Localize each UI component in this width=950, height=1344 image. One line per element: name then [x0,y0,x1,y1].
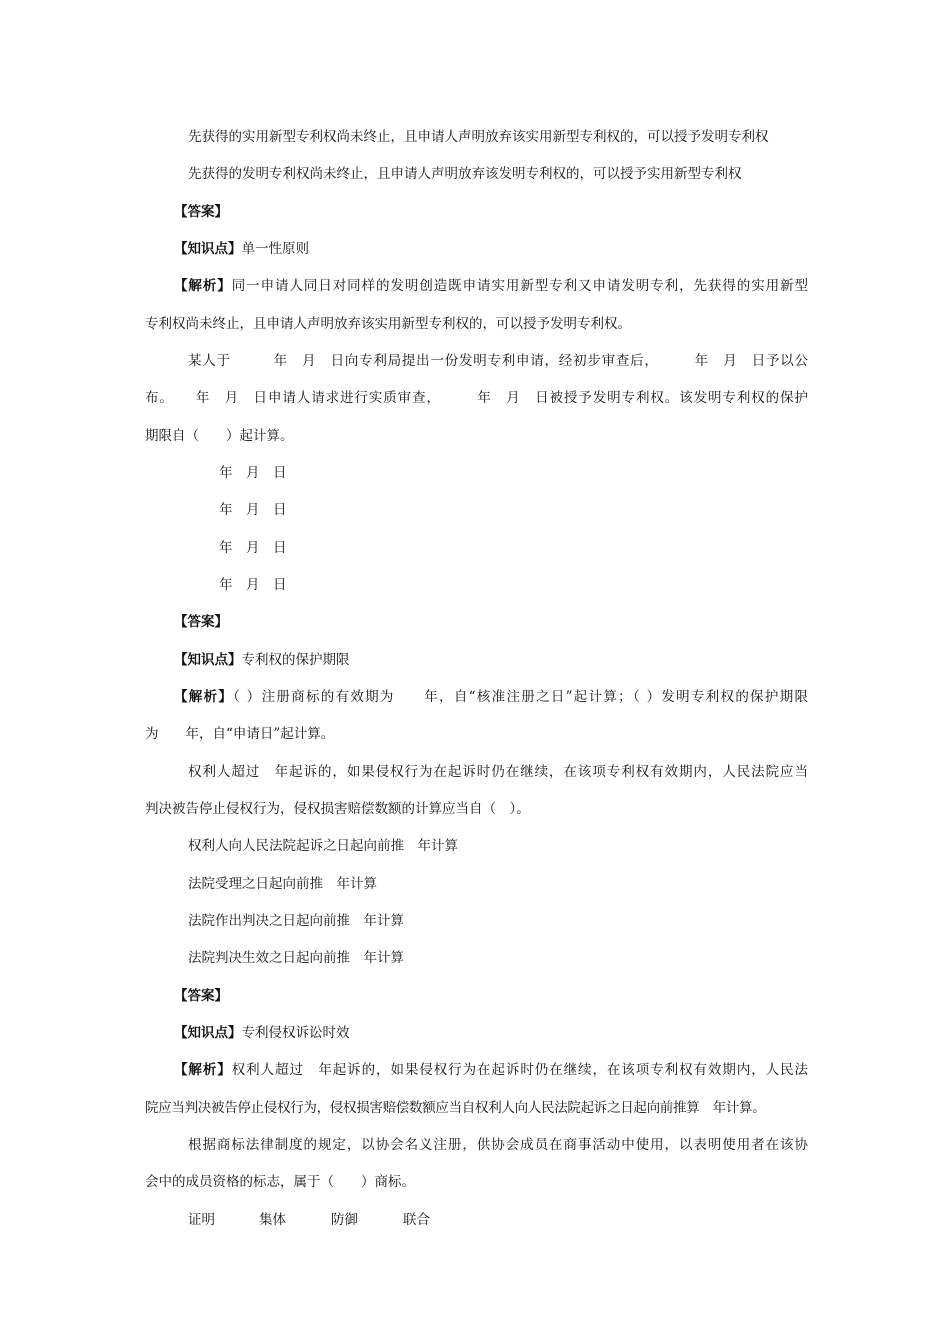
knowledge-label: 【知识点】 [174,241,242,257]
analysis-label: 【解析】 [174,689,234,705]
q3-option-d: 法院判决生效之日起向前推 年计算 [188,950,404,966]
knowledge-text: 单一性原则 [241,241,309,257]
q4-option-d: 联合 [403,1212,430,1228]
analysis-label: 【解析】 [174,278,232,294]
q2-option-c: 年 月 日 [219,540,287,556]
analysis-text: 权利人超过 年起诉的，如果侵权行为在起诉时仍在继续，在该项专利权有效期内，人民法 [231,1062,809,1078]
q3-option-b: 法院受理之日起向前推 年计算 [188,876,377,892]
q4-option-c: 防御 [331,1212,358,1228]
q3-analysis-line2: 院应当判决被告停止侵权行为，侵权损害赔偿数额应当自权利人向人民法院起诉之日起向前推算 年计算。 [145,1100,766,1116]
q2-stem-line3: 期限自（ ）起计算。 [145,428,294,444]
q4-option-a: 证明 [188,1212,215,1228]
q3-stem-line2: 判决被告停止侵权行为，侵权损害赔偿数额的计算应当自（ ）。 [145,801,530,817]
q2-stem-line2: 布。 年 月 日申请人请求进行实质审查， 年 月 日被授予发明专利权。该发明专利权的保护 [145,390,808,406]
knowledge-label: 【知识点】 [174,652,242,668]
q2-knowledge-point [174,650,350,670]
analysis-text: （ ）注册商标的有效期为 年，自“核准注册之日”起计算；（ ）发明专利权的保护期限 [233,689,809,705]
q3-analysis-line1 [174,1060,808,1080]
q2-option-a: 年 月 日 [219,465,287,481]
q2-analysis-line2: 为 年，自“申请日”起计算。 [145,726,335,742]
q2-answer-label: 【答案】 [174,614,228,630]
q3-knowledge-point [174,1023,350,1043]
analysis-text: 同一申请人同日对同样的发明创造既申请实用新型专利又申请发明专利，先获得的实用新型 [231,278,809,294]
q4-stem-line2: 会中的成员资格的标志，属于（ ）商标。 [145,1174,415,1190]
q1-analysis-line2: 专利权尚未终止，且申请人声明放弃该实用新型专利权的，可以授予发明专利权。 [145,316,631,332]
knowledge-label: 【知识点】 [174,1025,242,1041]
q4-option-b: 集体 [259,1212,286,1228]
q3-stem-line1: 权利人超过 年起诉的，如果侵权行为在起诉时仍在继续，在该项专利权有效期内，人民法院应当 [188,764,808,780]
q1-option-d: 先获得的发明专利权尚未终止，且申请人声明放弃该发明专利权的，可以授予实用新型专利权 [188,166,742,182]
q2-stem-line1: 某人于 年 月 日向专利局提出一份发明专利申请，经初步审查后， 年 月 日予以公 [188,353,808,369]
q3-option-a: 权利人向人民法院起诉之日起向前推 年计算 [188,838,458,854]
knowledge-text: 专利权的保护期限 [241,652,350,668]
q2-option-d: 年 月 日 [219,577,287,593]
q4-stem-line1: 根据商标法律制度的规定，以协会名义注册，供协会成员在商事活动中使用，以表明使用者在该协 [188,1137,808,1153]
q1-knowledge-point [174,239,309,259]
q1-answer-label: 【答案】 [174,204,228,220]
knowledge-text: 专利侵权诉讼时效 [241,1025,350,1041]
q3-answer-label: 【答案】 [174,988,228,1004]
analysis-label: 【解析】 [174,1062,232,1078]
q2-option-b: 年 月 日 [219,502,287,518]
q1-option-c: 先获得的实用新型专利权尚未终止，且申请人声明放弃该实用新型专利权的，可以授予发明专利权 [188,129,769,145]
q1-analysis-line1 [174,276,808,296]
q3-option-c: 法院作出判决之日起向前推 年计算 [188,913,404,929]
q2-analysis-line1 [174,687,808,707]
